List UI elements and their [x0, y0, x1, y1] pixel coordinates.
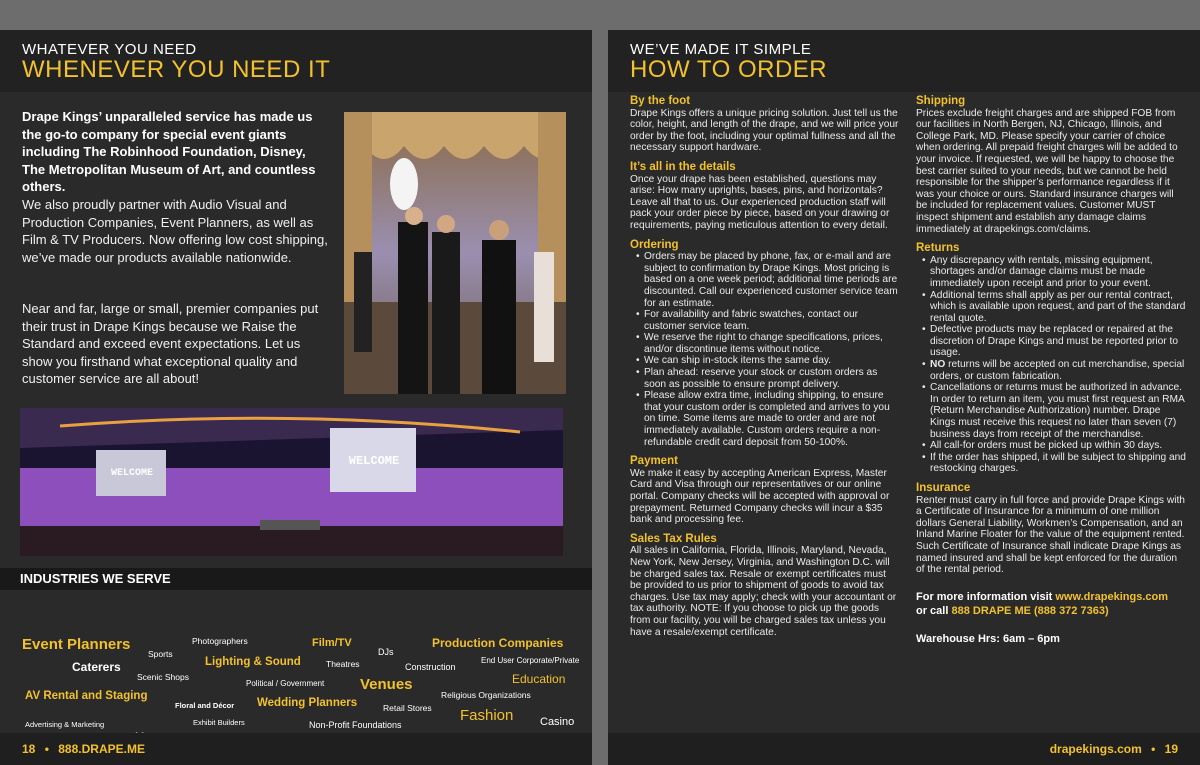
industry-item: Religious Organizations: [441, 690, 531, 700]
industry-item: End User Corporate/Private: [481, 656, 580, 665]
stage-photo-illustration: [20, 408, 563, 556]
list-item: [922, 359, 1186, 382]
more-info-text: For more information visit: [916, 590, 1053, 603]
website-link[interactable]: www.drapekings.com: [1055, 590, 1169, 603]
warehouse-hours: Warehouse Hrs: 6am – 6pm: [916, 632, 1060, 645]
returns-list: [916, 255, 1186, 475]
stage-screen-left-text: WELCOME: [110, 468, 153, 479]
footer-bullet: •: [44, 742, 49, 756]
industry-item: AV Rental and Staging: [25, 690, 148, 702]
right-kicker: WE’VE MADE IT SIMPLE: [630, 41, 812, 58]
insurance-heading: Insurance: [916, 482, 971, 494]
stage-photo: [20, 408, 563, 556]
left-footer: [0, 733, 592, 765]
industry-item: Production Companies: [432, 636, 564, 650]
industry-item: Caterers: [72, 660, 121, 674]
details-text: Once your drape has been established, questions may arise: How many uprights, bases, pins, and horizontals? Leave all that to us. Our experienced production staff will pack your order piece by piece, based on your drawing or requirements, paying meticulous attention to every detail.: [630, 173, 890, 231]
payment-heading: Payment: [630, 455, 678, 468]
industries-word-cloud: [0, 592, 592, 732]
trust-paragraph: Near and far, large or small, premier companies put their trust in Drape Kings because we Raise the Standard and exceed event expectations. Let us show you firsthand what exceptional quality and customer service are all about!: [22, 301, 319, 386]
industry-item: Non-Profit Foundations: [309, 720, 402, 730]
industry-item: Education: [512, 672, 566, 686]
details-heading: It’s all in the details: [630, 160, 736, 173]
gala-photo: [344, 112, 566, 394]
shipping-text: Prices exclude freight charges and are shipped FOB from our facilities in North Bergen, NJ, Chicago, Illinois, and College Park, MD. Please specify your carrier of choice when ordering. All prepaid freight charges will be added to your invoice. If requested, we will be happy to choose the best carrier suited to your needs, but we cannot be held responsible for the shipper’s performance regardless if it was your choice or ours. Standard insurance charges will be included for replacement values. Customer MUST inspect shipment and establish any damage claims immediately at drapekings.com/claims.: [916, 107, 1178, 235]
left-header: [0, 30, 592, 92]
gala-photo-illustration: [344, 112, 566, 394]
right-footer-site[interactable]: drapekings.com: [1049, 742, 1142, 756]
returns-no-bold: NO: [930, 359, 946, 371]
shipping-heading: Shipping: [916, 95, 966, 107]
industry-item: Fashion: [460, 707, 514, 724]
industry-item: Retail Stores: [383, 703, 432, 713]
or-call-text: or call: [916, 604, 949, 617]
order-column-left: [630, 96, 900, 638]
order-column-right: [916, 96, 1186, 646]
list-item: • We reserve the right to change specifications, prices, and/or discontinue items without notice.: [636, 332, 900, 355]
industry-item: Political / Government: [246, 679, 325, 688]
list-item: • If the order has shipped, it will be subject to shipping and restocking charges.: [922, 452, 1186, 475]
list-item: • Cancellations or returns must be authorized in advance. In order to return an item, you must first request an RMA (Return Merchandise Authorization) number. Drape Kings must receive this request no later than seven (7) business days from receipt of the merchandise.: [922, 382, 1186, 440]
by-the-foot-heading: By the foot: [630, 95, 691, 107]
payment-text: We make it easy by accepting American Express, Master Card and Visa through our representatives or our online portal. Company checks will be accepted with approval or prepayment. Returned Company checks will incur a $35 bank and processing fee.: [630, 467, 890, 526]
list-item: • All call-for orders must be picked up within 30 days.: [922, 440, 1186, 452]
industry-item: Scenic Shops: [137, 672, 189, 682]
phone-link[interactable]: 888 DRAPE ME (888 372 7363): [951, 604, 1109, 617]
industry-item: Advertising & Marketing: [25, 720, 105, 729]
industry-item: Casino: [540, 716, 575, 728]
list-item: • Please allow extra time, including shipping, to ensure that your custom order is completed and arrives to you on time. Some items are made to order and are not immediately available. Custom orders require a non-refundable credit card deposit from 50-100%.: [636, 390, 900, 448]
list-item: • We can ship in-stock items the same day.: [636, 355, 900, 367]
left-page: [0, 30, 592, 765]
list-item: • Plan ahead: reserve your stock or custom orders as soon as possible to ensure prompt delivery.: [636, 367, 900, 390]
industry-item: Exhibit Builders: [193, 718, 245, 727]
industry-item: Film/TV: [312, 637, 352, 649]
industry-item: Theatres: [326, 659, 360, 669]
industry-item: Construction: [405, 662, 456, 672]
returns-no-text: returns will be accepted on cut merchandise, special orders, or custom fabrication.: [930, 359, 1185, 382]
list-item: • Any discrepancy with rentals, missing equipment, shortages and/or damage claims must be made immediately upon receipt and prior to your event.: [922, 255, 1186, 290]
right-headline: HOW TO ORDER: [630, 56, 828, 83]
list-item: • For availability and fabric swatches, contact our customer service team.: [636, 309, 900, 332]
industries-title: INDUSTRIES WE SERVE: [0, 568, 592, 590]
right-footer-page-number: 19: [1164, 742, 1178, 756]
intro-paragraph: Drape Kings’ unparalleled service has made us the go-to company for special event giants including The Robinhood Foundation, Disney, The Metropolitan Museum of Art, and countless others.: [22, 109, 316, 194]
right-page: [608, 30, 1200, 765]
sales-tax-heading: Sales Tax Rules: [630, 532, 717, 545]
footer-bullet: •: [1151, 742, 1156, 756]
list-item: • Defective products may be replaced or repaired at the discretion of Drape Kings and must be reported prior to usage.: [922, 324, 1186, 359]
industry-item: DJs: [378, 647, 394, 657]
industry-item: Floral and Décor: [175, 701, 235, 710]
stage-screen-right-text: WELCOME: [348, 454, 400, 468]
right-footer: [608, 733, 1200, 765]
ordering-heading: Ordering: [630, 238, 679, 251]
right-header: [608, 30, 1200, 92]
ordering-list: [630, 251, 900, 448]
sales-tax-text: All sales in California, Florida, Illinois, Maryland, Nevada, New York, New Jersey, Virginia, and Washington D.C. will be charged sales tax. Resale or exempt certificates must be provided to us prior to shipment of goods to avoid tax charges. Use tax may apply; check with your accountant or tax authority. NOTE: If you choose to pick up the goods from our facility, you will be charged sales tax unless you have a resale/exempt certificate.: [630, 545, 897, 638]
left-kicker: WHATEVER YOU NEED: [22, 41, 197, 58]
partners-paragraph: We also proudly partner with Audio Visual and Production Companies, Event Planners, as well as Film & TV Producers. Now offering low cost shipping, we’ve made our products available nationwide.: [22, 197, 328, 265]
industry-item: Lighting & Sound: [205, 656, 301, 668]
contact-info: [916, 590, 1186, 618]
industry-item: Event Planners: [22, 636, 131, 653]
industry-item: Wedding Planners: [257, 697, 358, 709]
list-item: • Orders may be placed by phone, fax, or e-mail and are subject to confirmation by Drape Kings. Most pricing is based on a one week period; additional time periods are discounted. Call our experienced customer service team for an estimate.: [636, 251, 900, 309]
returns-heading: Returns: [916, 242, 960, 255]
insurance-text: Renter must carry in full force and provide Drape Kings with a Certificate of Insurance for a minimum of one million dollars General Liability, Workmen’s Compensation, and an Inland Marine Floater for the value of the equipment rented. Such Certificate of Insurance shall indicate Drape Kings as named insured and shall be kept enforced for the duration of the rental period.: [916, 494, 1185, 576]
industry-item: Venues: [360, 676, 413, 693]
by-the-foot-text: Drape Kings offers a unique pricing solution. Just tell us the color, height, and length of the drape, and we will price your order by the foot, including your optimal fullness and all the necessary support hardware.: [630, 107, 899, 154]
industry-item: Photographers: [192, 636, 248, 646]
left-headline: WHENEVER YOU NEED IT: [22, 56, 331, 83]
industry-item: Sports: [148, 649, 173, 659]
left-footer-page-number: 18: [22, 742, 36, 756]
list-item: • Additional terms shall apply as per our rental contract, which is available upon request, and part of the standard rental quote.: [922, 290, 1186, 325]
left-footer-phone: 888.DRAPE.ME: [58, 742, 145, 756]
